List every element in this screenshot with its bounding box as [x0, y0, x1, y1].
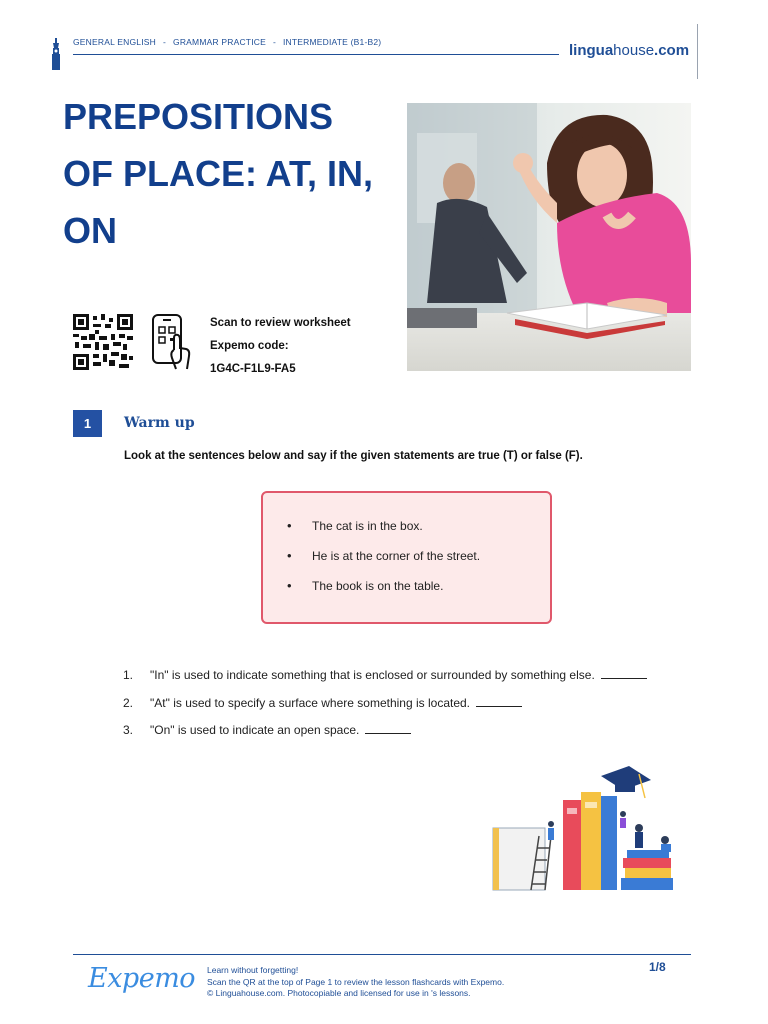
- statement-item: [123, 668, 647, 696]
- statements-list: [123, 668, 647, 751]
- example-sentence: • The book is on the table.: [287, 579, 480, 609]
- example-sentence: • He is at the corner of the street.: [287, 549, 480, 579]
- footer-instruction: Scan the QR at the top of Page 1 to review the lesson flashcards with Expemo.: [207, 976, 505, 987]
- footer-text: [207, 965, 504, 1000]
- statement-number: 2.: [123, 695, 134, 710]
- statement-text: "At" is used to specify a surface where something is located.: [150, 695, 471, 710]
- title-line: OF PLACE: AT, IN,: [63, 153, 373, 194]
- page-number: 1/8: [649, 960, 666, 974]
- expemo-code-value[interactable]: 1G4C-F1L9-FA5: [210, 363, 296, 375]
- qr-info: [210, 312, 351, 381]
- example-sentence: • The cat is in the box.: [287, 519, 480, 549]
- statement-text: "In" is used to indicate something that is enclosed or surrounded by something else.: [150, 668, 595, 682]
- section-number-badge: 1: [73, 410, 102, 437]
- brand-part: .com: [654, 42, 690, 59]
- title-line: ON: [63, 210, 117, 251]
- expemo-code-label: Expemo code:: [210, 340, 289, 352]
- answer-blank[interactable]: [365, 723, 411, 734]
- answer-blank[interactable]: [476, 696, 522, 707]
- example-sentences-box: [261, 491, 552, 624]
- expemo-logo[interactable]: Expemo: [88, 963, 196, 994]
- brand-logo[interactable]: [569, 42, 689, 59]
- title-line: PREPOSITIONS: [63, 96, 334, 137]
- statement-text: "On" is used to indicate an open space.: [150, 723, 360, 737]
- section-instruction: Look at the sentences below and say if the given statements are true (T) or false (F).: [124, 450, 583, 462]
- statement-number: 1.: [123, 668, 134, 682]
- header-rule: [73, 54, 559, 55]
- breadcrumb-difficulty[interactable]: INTERMEDIATE (B1-B2): [283, 37, 382, 47]
- example-sentences-list: [287, 519, 480, 609]
- footer-tagline: Learn without forgetting!: [207, 965, 299, 975]
- phone-scan-icon: [150, 312, 192, 372]
- brand-part: house: [613, 42, 655, 59]
- breadcrumb-separator: -: [272, 37, 276, 47]
- breadcrumb-level[interactable]: GENERAL ENGLISH: [73, 37, 156, 47]
- statement-item: [123, 723, 647, 751]
- section-title: Warm up: [124, 415, 195, 431]
- scan-label: Scan to review worksheet: [210, 317, 351, 329]
- page-title: [63, 88, 393, 259]
- big-ben-icon: [50, 38, 62, 70]
- footer-copyright: © Linguahouse.com. Photocopiable and licensed for use in 's lessons.: [207, 988, 471, 998]
- student-reading-photo: [407, 103, 691, 371]
- breadcrumb-category[interactable]: GRAMMAR PRACTICE: [173, 37, 266, 47]
- qr-code-icon[interactable]: [73, 314, 133, 370]
- footer-rule: [73, 954, 691, 955]
- brand-part: lingua: [569, 42, 614, 59]
- answer-blank[interactable]: [601, 668, 647, 679]
- statement-item: [123, 696, 647, 724]
- statement-number: 3.: [123, 723, 134, 737]
- header-divider: [697, 24, 698, 79]
- breadcrumb-separator: -: [163, 37, 167, 47]
- books-illustration: [489, 758, 691, 894]
- breadcrumb: [73, 37, 381, 47]
